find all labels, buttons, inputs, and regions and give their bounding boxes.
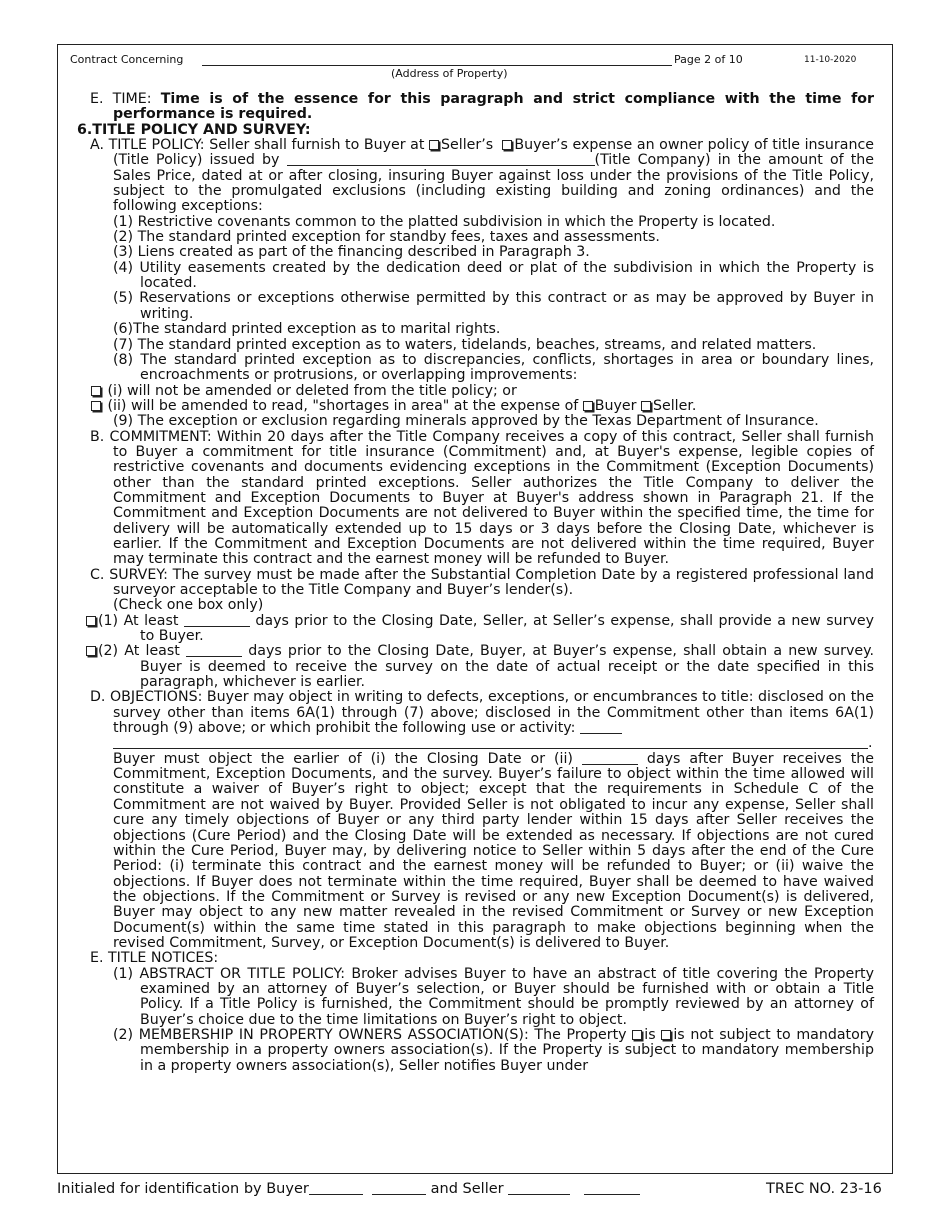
survey-option-1-checkbox[interactable] <box>86 616 96 626</box>
objection-days-field[interactable] <box>582 764 638 765</box>
address-caption: (Address of Property) <box>391 67 508 80</box>
buyer-initial-1[interactable] <box>309 1194 363 1195</box>
exception-item-9: (9) The exception or exclusion regarding minerals approved by the Texas Department of Insurance. <box>113 413 819 430</box>
notice-item-1: (1) ABSTRACT OR TITLE POLICY: Broker advises Buyer to have an abstract of title covering the Property examined by an attorney of Buyer’s selection, or Buyer should be furnished with or obtain a Title Policy. If a Title Policy is furnished, the Commitment should be promptly reviewed by an attorney of Buyer’s choice due to the time limitations on Buyer’s right to object. <box>113 965 874 1028</box>
prohibited-use-field[interactable] <box>580 733 622 734</box>
survey-1-days-field[interactable] <box>184 626 250 627</box>
exception-item-1: (1) Restrictive covenants common to the platted subdivision in which the Property is located. <box>113 213 776 230</box>
seller-initial-1[interactable] <box>508 1194 570 1195</box>
exception-item-7: (7) The standard printed exception as to waters, tidelands, beaches, streams, and related matters. <box>113 336 817 353</box>
survey-option-1: (1) At least days prior to the Closing Date, Seller, at Seller’s expense, shall provide a new survey to Buyer. <box>63 614 874 645</box>
paragraph-e-time: E. TIME: Time is of the essence for this paragraph and strict compliance with the time for performance is required. <box>90 91 874 123</box>
paragraph-c-survey: C. SURVEY: The survey must be made after the Substantial Completion Date by a registered professional land surveyor acceptable to the Title Company and Buyer’s lender(s). <box>90 566 874 598</box>
survey-option-2: (2) At least days prior to the Closing Date, Buyer, at Buyer’s expense, shall obtain a new survey. Buyer is deemed to receive the survey on the date of actual receipt or the date specified in this paragraph, whichever is earlier. <box>63 644 874 690</box>
objections-text: Buyer must object the earlier of (i) the Closing Date or (ii) days after Buyer receives the Commitment, Exception Documents, and the survey. Buyer’s failure to object within the time allowed will constitute a waiver of Buyer’s right to object; except that the requirements in Schedule C of the Commitment are not waived by Buyer. Provided Seller is not obligated to incur any expense, Seller shall cure any timely objections of Buyer or any third party lender within 15 days after Seller receives the objections (Cure Period) and the Closing Date will be extended as necessary. If objections are not cured within the Cure Period, Buyer may, by delivering notice to Seller within 5 days after the end of the Cure Period: (i) terminate this contract and the earnest money will be refunded to Buyer; or (ii) waive the objections. If Buyer does not terminate within the time required, Buyer shall be deemed to have waived the objections. If the Commitment or Survey is revised or any new Exception Document(s) is delivered, Buyer may object to any new matter revealed in the revised Commitment or Survey or new Exception Document(s) within the same time stated in this paragraph to make objections beginning when the revised Commitment, Survey, or Exception Document(s) is delivered to Buyer. <box>113 750 874 951</box>
shortages-buyer-checkbox[interactable] <box>583 401 593 411</box>
prohibited-use-line-row: . <box>63 736 874 751</box>
option-i-row: (i) will not be amended or deleted from the title policy; or <box>63 384 874 399</box>
notice-item-2: (2) MEMBERSHIP IN PROPERTY OWNERS ASSOCIATION(S): The Property is is not subject to mandatory membership in a property owners association(s). If the Property is subject to mandatory membership in a property owners association(s), Seller notifies Buyer under <box>113 1026 875 1074</box>
form-number: TREC NO. 23-16 <box>766 1181 882 1197</box>
sellers-expense-checkbox[interactable] <box>429 140 439 150</box>
option-ii-checkbox[interactable] <box>91 401 101 411</box>
option-i-checkbox[interactable] <box>91 386 101 396</box>
prohibited-use-line[interactable] <box>113 748 868 749</box>
seller-initial-2[interactable] <box>584 1194 640 1195</box>
exception-item-3: (3) Liens created as part of the financing described in Paragraph 3. <box>113 244 590 261</box>
paragraph-e-title-notices: E. TITLE NOTICES: <box>90 950 219 967</box>
page-number: Page 2 of 10 <box>674 53 743 66</box>
exception-item-4: (4) Utility easements created by the dedication deed or plat of the subdivision in which the Property is located. <box>113 259 874 292</box>
contract-concerning-label: Contract Concerning <box>70 53 184 66</box>
paragraph-b-commitment: B. COMMITMENT: Within 20 days after the Title Company receives a copy of this contract, Seller shall furnish to Buyer a commitment for title insurance (Commitment) and, at Buyer's expense, legible copies of restrictive covenants and documents evidencing exceptions in the Commitment (Exception Documents) other than the standard printed exceptions. Seller authorizes the Title Company to deliver the Commitment and Exception Documents to Buyer at Buyer's address shown in Paragraph 21. If the Commitment and Exception Documents are not delivered to Buyer within the specified time, the time for delivery will be automatically extended up to 15 days or 3 days before the Closing Date, whichever is earlier. If the Commitment and Exception Documents are not delivered within the time required, Buyer may terminate this contract and the earnest money will be refunded to Buyer. <box>90 428 874 568</box>
shortages-seller-checkbox[interactable] <box>641 401 651 411</box>
title-company-field[interactable] <box>287 165 595 166</box>
option-ii-row: (ii) will be amended to read, "shortages in area" at the expense of Buyer Seller. <box>63 399 874 414</box>
section-6-title: 6.TITLE POLICY AND SURVEY: <box>77 121 311 138</box>
survey-2-days-field[interactable] <box>186 656 242 657</box>
paragraph-a-title-policy: A. TITLE POLICY: Seller shall furnish to Buyer at Seller’s Buyer’s expense an owner policy of title insurance (Title Policy) issued by (Title Company) in the amount of the Sales Price, dated at or after closing, insuring Buyer against loss under the provisions of the Title Policy, subject to the promulgated exclusions (including existing building and zoning ordinances) and the following exceptions: <box>90 137 874 215</box>
poa-is-checkbox[interactable] <box>632 1030 642 1040</box>
exception-item-8: (8) The standard printed exception as to discrepancies, conflicts, shortages in area or boundary lines, encroachments or protrusions, or overlapping improvements: <box>113 351 874 384</box>
buyers-expense-checkbox[interactable] <box>502 140 512 150</box>
property-address-field[interactable] <box>202 65 672 66</box>
exception-item-2: (2) The standard printed exception for standby fees, taxes and assessments. <box>113 229 660 246</box>
paragraph-d-objections: D. OBJECTIONS: Buyer may object in writing to defects, exceptions, or encumbrances to title: disclosed on the survey other than items 6A(1) through (7) above; disclosed in the Commitment other than items 6A(1) through (9) above; or which prohibit the following use or activity: <box>90 689 874 737</box>
buyer-initial-2[interactable] <box>372 1194 426 1195</box>
exception-item-5: (5) Reservations or exceptions otherwise permitted by this contract or as may be approved by Buyer in writing. <box>113 290 874 322</box>
poa-is-not-checkbox[interactable] <box>661 1030 671 1040</box>
survey-option-2-checkbox[interactable] <box>86 646 96 656</box>
revision-date: 11-10-2020 <box>804 55 857 65</box>
check-one-note: (Check one box only) <box>113 597 264 614</box>
footer-initials: Initialed for identification by Buyer and Seller <box>57 1181 640 1197</box>
contract-body <box>63 92 874 1074</box>
exception-item-6: (6)The standard printed exception as to marital rights. <box>113 321 501 338</box>
